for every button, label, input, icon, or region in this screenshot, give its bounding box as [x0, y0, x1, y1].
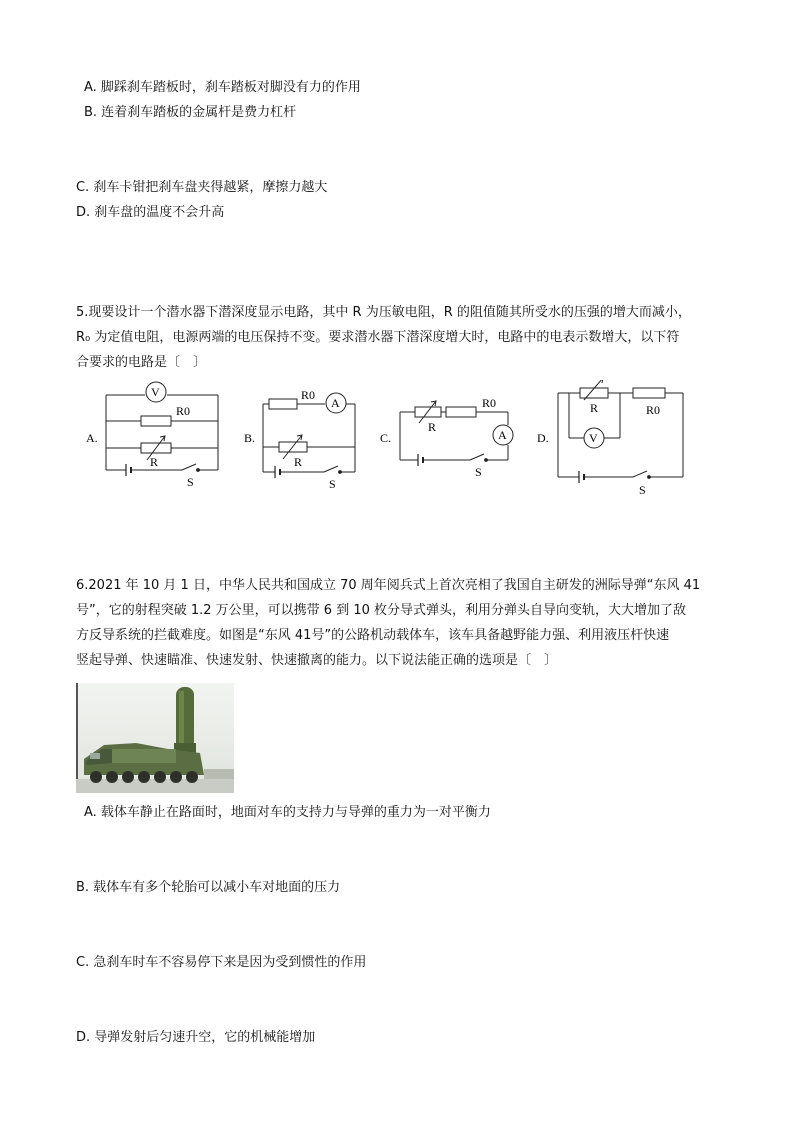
circuit-a-switch: S: [187, 475, 194, 489]
circuit-c-switch: S: [475, 465, 482, 479]
circuit-a: [84, 380, 234, 490]
fixed-resistor-icon: [141, 416, 171, 426]
circuit-b: [242, 380, 367, 490]
q6-stem-line4: 竖起导弹、快速瞄准、快速发射、快速撤离的能力。以下说法能正确的选项是〔 〕: [76, 653, 558, 668]
circuit-d-meter: V: [589, 431, 598, 445]
circuit-c-meter: A: [498, 428, 507, 442]
q6-option-c: C. 急刹车时车不容易停下来是因为受到惯性的作用: [76, 955, 367, 970]
q4-option-d: D. 刹车盘的温度不会升高: [76, 205, 225, 220]
pressure-resistor-icon: [580, 388, 608, 398]
circuit-c-r0: R0: [482, 396, 497, 410]
circuit-d-r: R: [590, 401, 599, 415]
q6-stem-line1: 6.2021 年 10 月 1 日，中华人民共和国成立 70 周年阅兵式上首次亮相了我国自主研发的洲际导弹“东风 41: [76, 578, 701, 593]
circuit-b-meter: A: [331, 396, 340, 410]
q6-stem-line3: 方反导系统的拦截难度。如图是“东风 41号”的公路机动载体车，该车具备越野能力强、利用液压杆快速: [76, 628, 670, 643]
q6-stem-line2: 号”，它的射程突破 1.2 万公里，可以携带 6 到 10 枚分导式弹头，利用分弹头自导向变轨，大大增加了敌: [76, 603, 687, 618]
circuit-d-label: D.: [537, 431, 549, 445]
circuit-b-switch: S: [329, 477, 336, 490]
circuit-a-r0: R0: [176, 404, 191, 418]
q5-stem-line2: R₀ 为定值电阻，电源两端的电压保持不变。要求潜水器下潜深度增大时，电路中的电表示数增大，以下符: [76, 330, 680, 345]
q4-option-a: A. 脚踩刹车踏板时，刹车踏板对脚没有力的作用: [84, 80, 361, 95]
fixed-resistor-icon: [633, 388, 665, 398]
q5-stem-line3: 合要求的电路是〔 〕: [76, 355, 207, 370]
q6-option-a: A. 载体车静止在路面时，地面对车的支持力与导弹的重力为一对平衡力: [84, 805, 491, 820]
fixed-resistor-icon: [446, 407, 476, 417]
q4-option-b: B. 连着刹车踏板的金属杆是费力杠杆: [84, 105, 297, 120]
circuit-a-label: A.: [86, 431, 98, 445]
circuit-b-r0: R0: [301, 388, 316, 402]
circuit-c-label: C.: [380, 431, 392, 445]
q6-option-b: B. 载体车有多个轮胎可以减小车对地面的压力: [76, 880, 341, 895]
missile-launcher-photo: [76, 683, 234, 793]
q5-stem-line1: 5.现要设计一个潜水器下潜深度显示电路，其中 R 为压敏电阻，R 的阻值随其所受水的压强的增大而减小，: [76, 305, 691, 320]
circuit-d-r0: R0: [646, 403, 661, 417]
fixed-resistor-icon: [269, 399, 297, 409]
q4-option-c: C. 刹车卡钳把刹车盘夹得越紧，摩擦力越大: [76, 180, 328, 195]
circuit-a-r: R: [150, 455, 159, 469]
q6-option-d: D. 导弹发射后匀速升空，它的机械能增加: [76, 1030, 316, 1045]
circuit-d: [535, 380, 695, 495]
circuit-b-r: R: [294, 455, 303, 469]
circuit-c-r: R: [428, 420, 437, 434]
circuit-d-switch: S: [639, 483, 646, 495]
circuit-c: [378, 390, 518, 485]
circuit-a-meter: V: [151, 385, 160, 399]
circuit-b-label: B.: [244, 431, 256, 445]
